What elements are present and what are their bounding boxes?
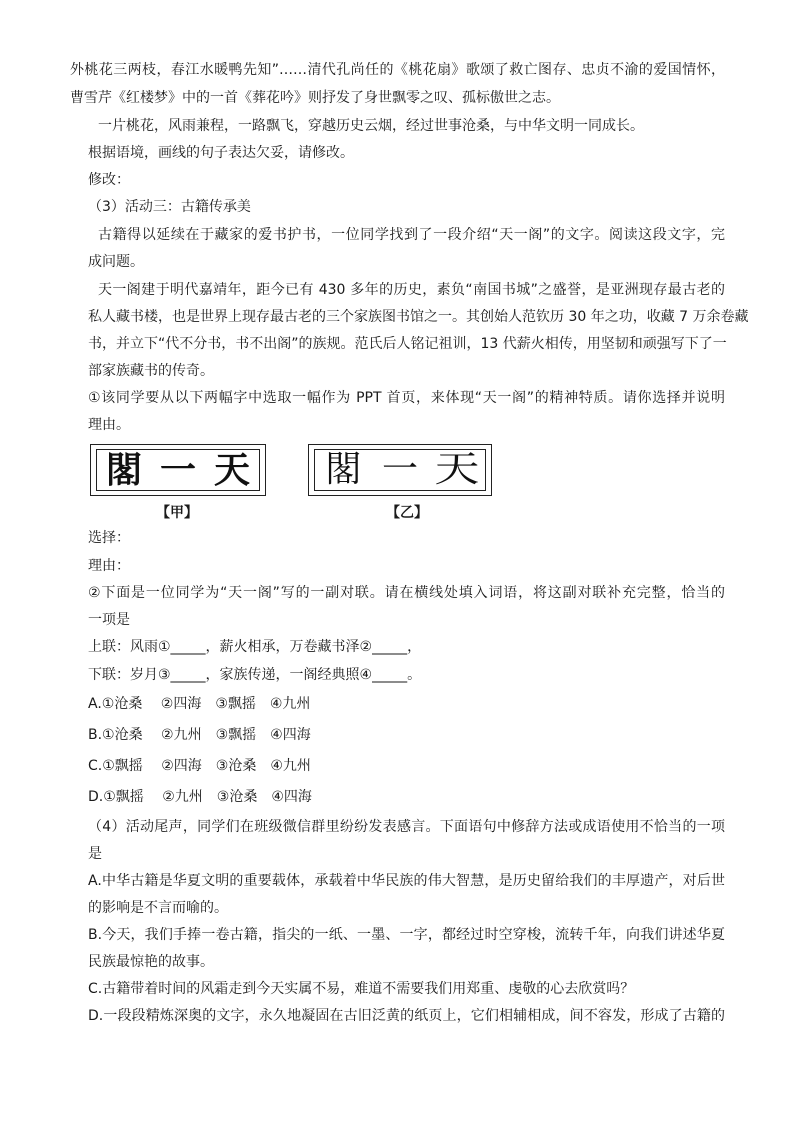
couplet-lower: 下联：岁月③_____，家族传递，一阁经典照④_____。 (88, 667, 422, 683)
passage-line: 天一阁建于明代嘉靖年，距今已有 430 多年的历史，素负“南国书城”之盛誉，是亚洲现存最古老的 (98, 282, 725, 298)
calligraphy-plaque-yi (308, 444, 492, 496)
text-line: 成问题。 (88, 254, 144, 270)
caption-yi: 【乙】 (386, 505, 428, 521)
plaque-char: 一 (381, 449, 418, 490)
plaque-char: 閣 (325, 449, 362, 490)
passage-line: 书，并立下“代不分书，书不出阁”的族规。范氏后人铭记祖训，13 代薪火相传，用坚韧和顽强写下了一 (88, 336, 727, 352)
option-c: C.①飘摇 ②四海 ③沧桑 ④九州 (88, 758, 311, 774)
text-line: 古籍得以延续在于藏家的爱书护书，一位同学找到了一段介绍“天一阁”的文字。阅读这段文字，完 (98, 227, 725, 243)
plaque-char: 天 (434, 449, 480, 490)
question-prompt: 根据语境，画线的句子表达欠妥，请修改。 (88, 145, 354, 161)
answer-label: 选择： (88, 530, 130, 546)
plaque-char: 天 (213, 449, 250, 491)
answer-label: 修改： (88, 172, 130, 188)
option-c: C.古籍带着时间的风霜走到今天实属不易，难道不需要我们用郑重、虔敬的心去欣赏吗？ (88, 981, 635, 997)
question-line: ②下面是一位同学为“天一阁”写的一副对联。请在横线处填入词语，将这副对联补充完整，恰当的 (88, 585, 725, 601)
question-line: 一项是 (88, 612, 130, 628)
passage-line: 部家族藏书的传奇。 (88, 363, 214, 379)
option-a: A.中华古籍是华夏文明的重要载体，承载着中华民族的伟大智慧，是历史留给我们的丰厚遗产，对后世 (88, 873, 725, 889)
underlined-sentence: 一片桃花，风雨兼程，一路飘飞，穿越历史云烟，经过世事沧桑，与中华文明一同成长。 (98, 118, 644, 134)
question-line: 是 (88, 846, 102, 862)
option-b: B.①沧桑 ②九州 ③飘摇 ④四海 (88, 727, 311, 743)
plaque-char: 閣 (105, 449, 142, 491)
text-line: 曹雪芹《红楼梦》中的一首《葬花吟》则抒发了身世飘零之叹、孤标傲世之志。 (70, 90, 560, 106)
question-line: （4）活动尾声，同学们在班级微信群里纷纷发表感言。下面语句中修辞方法或成语使用不恰当的一项 (88, 819, 725, 835)
option-d: D.①飘摇 ②九州 ③沧桑 ④四海 (88, 789, 312, 805)
option-a: A.①沧桑 ②四海 ③飘摇 ④九州 (88, 696, 311, 712)
option-a-cont: 的影响是不言而喻的。 (88, 900, 228, 916)
question-line: ①该同学要从以下两幅字中选取一幅作为 PPT 首页，来体现“天一阁”的精神特质。请你选择并说明 (88, 390, 725, 406)
caption-jia: 【甲】 (156, 505, 198, 521)
option-b-cont: 民族最惊艳的故事。 (88, 954, 214, 970)
plaque-char: 一 (159, 449, 196, 491)
answer-label: 理由： (88, 558, 130, 574)
section-heading: （3）活动三：古籍传承美 (88, 199, 251, 215)
option-b: B.今天，我们手捧一卷古籍，指尖的一纸、一墨、一字，都经过时空穿梭，流转千年，向我们讲述华夏 (88, 927, 725, 943)
calligraphy-plaque-jia (90, 444, 266, 496)
option-d: D.一段段精炼深奥的文字，永久地凝固在古旧泛黄的纸页上，它们相辅相成，间不容发，形成了古籍的 (88, 1008, 725, 1024)
couplet-upper: 上联：风雨①_____，薪火相承，万卷藏书泽②_____， (88, 639, 422, 655)
text-line: 外桃花三两枝，春江水暖鸭先知”……清代孔尚任的《桃花扇》歌颂了救亡图存、忠贞不渝的爱国情怀， (70, 62, 725, 78)
passage-line: 私人藏书楼，也是世界上现存最古老的三个家族图书馆之一。其创始人范钦历 30 年之功，收藏 7 万余卷藏 (88, 309, 749, 325)
question-line: 理由。 (88, 417, 130, 433)
